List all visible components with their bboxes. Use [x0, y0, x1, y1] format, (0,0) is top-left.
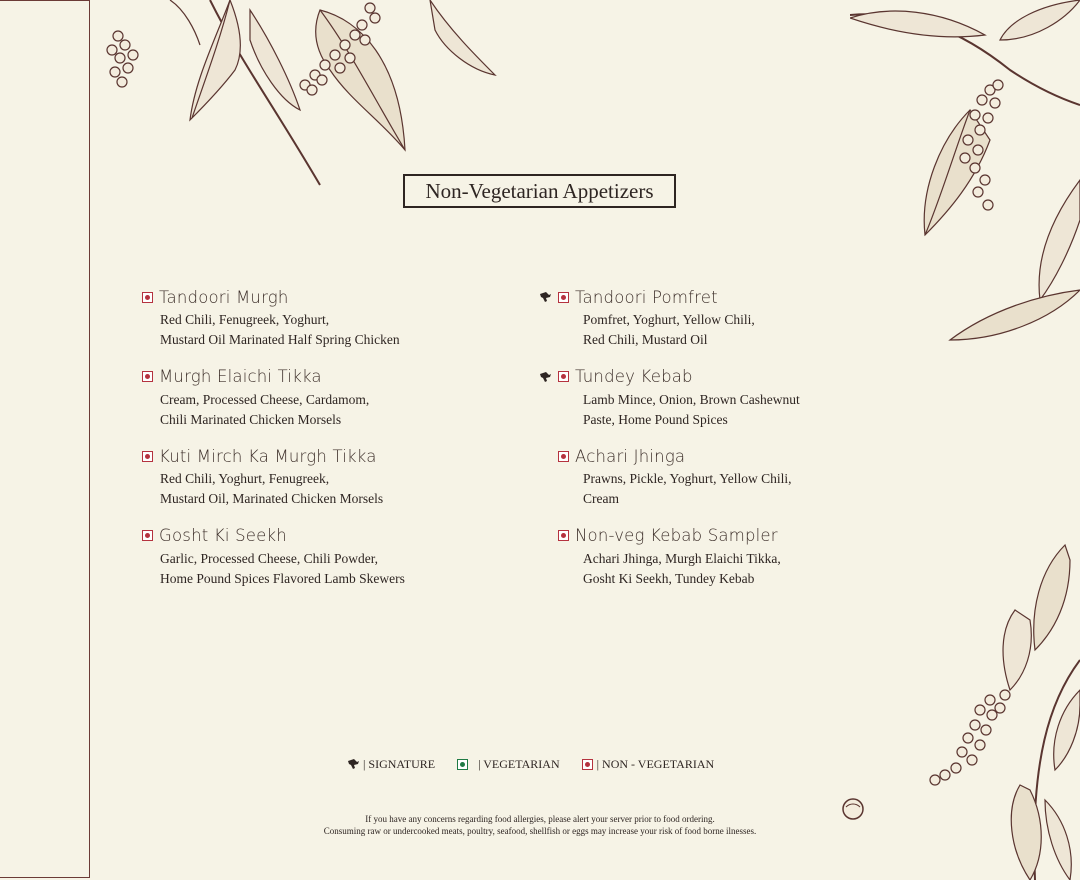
legend-vegetarian	[457, 757, 560, 772]
legend-non-veg-label: | NON - VEGETARIAN	[596, 756, 715, 771]
signature-slot	[540, 449, 558, 463]
menu-item-name: Non-veg Kebab Sampler	[575, 526, 778, 545]
menu-item-description	[583, 310, 860, 350]
legend	[348, 756, 714, 772]
menu-item-description-line: Gosht Ki Seekh, Tundey Kebab	[583, 570, 755, 586]
non-veg-mark-icon	[142, 451, 153, 462]
menu-item-description-line: Red Chili, Yoghurt, Fenugreek,	[160, 471, 330, 486]
signature-slot	[540, 529, 558, 543]
legend-signature	[348, 757, 435, 772]
menu-item-description-line: Red Chili, Mustard Oil	[583, 332, 708, 347]
non-veg-mark-icon	[558, 451, 569, 462]
menu-item-description-line: Pomfret, Yoghurt, Yellow Chili,	[583, 312, 755, 327]
menu-item	[142, 445, 522, 525]
menu-item-name: Tundey Kebab	[575, 367, 693, 386]
signature-slot	[540, 370, 558, 384]
non-veg-mark-icon	[558, 371, 569, 382]
left-side-panel	[0, 0, 90, 878]
menu-item-description	[583, 549, 860, 589]
peppercorn-vine-top-right-icon	[850, 0, 1080, 350]
non-veg-mark-icon	[142, 371, 153, 382]
legend-vegetarian-label: | VEGETARIAN	[478, 756, 560, 771]
menu-item-description-line: Mustard Oil Marinated Half Spring Chicken	[160, 332, 400, 347]
non-veg-mark-icon	[142, 530, 153, 541]
non-veg-mark-icon	[142, 292, 153, 303]
menu-item-name: Tandoori Pomfret	[575, 287, 718, 307]
menu-item-name: Tandoori Murgh	[159, 287, 289, 307]
signature-slot	[540, 290, 558, 304]
menu-item-description-line: Cream, Processed Cheese, Cardamom,	[160, 391, 370, 407]
non-veg-mark-icon	[558, 530, 569, 541]
signature-hand-icon	[348, 759, 359, 769]
menu-item-description	[583, 390, 860, 430]
disclaimer-line: Consuming raw or undercooked meats, poultry, seafood, shellfish or eggs may increase your risk of food borne ilnesses.	[323, 826, 757, 836]
menu-item-description	[160, 310, 522, 350]
section-title	[403, 174, 676, 208]
menu-column-left	[142, 286, 522, 604]
menu-item-description	[583, 469, 860, 509]
peppercorn-vine-bottom-right-icon	[920, 540, 1080, 880]
section-title-text: Non-Vegetarian Appetizers	[425, 178, 654, 203]
menu-item	[540, 445, 860, 525]
legend-signature-label: | SIGNATURE	[363, 756, 436, 771]
menu-item-description-line: Home Pound Spices Flavored Lamb Skewers	[160, 570, 405, 586]
signature-hand-icon	[540, 372, 551, 382]
menu-item-name: Murgh Elaichi Tikka	[159, 367, 322, 386]
allergy-disclaimer	[240, 813, 840, 837]
menu-item-description-line: Paste, Home Pound Spices	[583, 411, 728, 427]
signature-hand-icon	[540, 292, 551, 302]
menu-item	[540, 366, 860, 446]
menu-column-right	[540, 286, 860, 604]
menu-item-description-line: Lamb Mince, Onion, Brown Cashewnut	[583, 391, 800, 407]
peppercorn-vine-top-left-icon	[100, 0, 500, 190]
menu-item-description	[160, 469, 522, 509]
menu-item-description-line: Prawns, Pickle, Yoghurt, Yellow Chili,	[583, 471, 792, 486]
menu-item-description-line: Achari Jhinga, Murgh Elaichi Tikka,	[583, 550, 781, 566]
menu-item-description-line: Red Chili, Fenugreek, Yoghurt,	[160, 312, 330, 327]
disclaimer-line: If you have any concerns regarding food allergies, please alert your server prior to food ordering.	[365, 814, 715, 824]
menu-item-name: Kuti Mirch Ka Murgh Tikka	[159, 446, 377, 466]
menu-item-description-line: Mustard Oil, Marinated Chicken Morsels	[160, 491, 384, 506]
menu-item-description	[160, 390, 522, 430]
menu-item	[142, 286, 522, 366]
non-veg-mark-icon	[558, 292, 569, 303]
menu-item-description	[160, 549, 522, 589]
menu-item-name: Gosht Ki Seekh	[159, 526, 287, 545]
menu-item	[142, 366, 522, 446]
veg-mark-icon	[457, 759, 468, 770]
menu-item	[540, 286, 860, 366]
non-veg-mark-icon	[582, 759, 593, 770]
legend-non-vegetarian	[582, 757, 715, 772]
menu-item-name: Achari Jhinga	[575, 446, 686, 466]
menu-item	[540, 525, 860, 605]
menu-item-description-line: Chili Marinated Chicken Morsels	[160, 411, 342, 427]
menu-item-description-line: Cream	[583, 491, 619, 506]
menu-item	[142, 525, 522, 605]
menu-item-description-line: Garlic, Processed Cheese, Chili Powder,	[160, 550, 379, 566]
peppercorn-icon	[841, 797, 867, 821]
